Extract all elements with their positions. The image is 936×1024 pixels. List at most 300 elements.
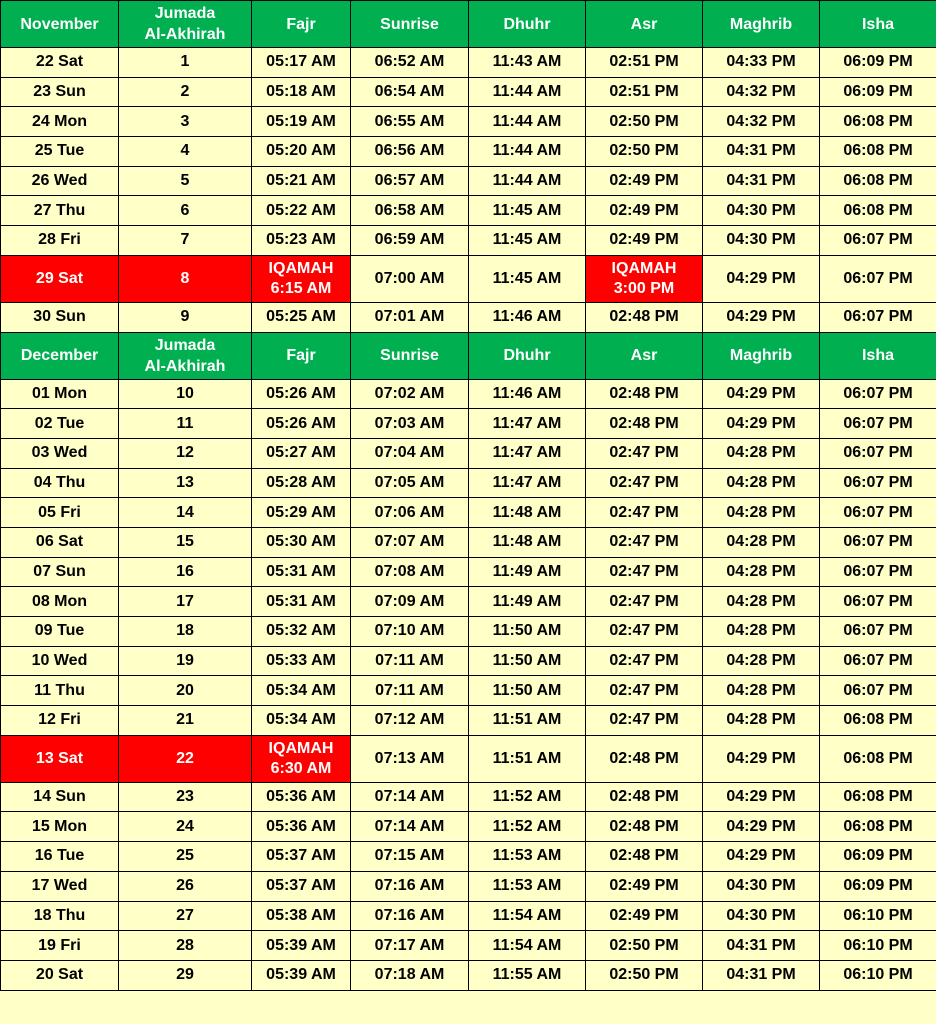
isha-cell-text: 06:10 PM bbox=[843, 936, 913, 954]
date-cell bbox=[1, 871, 119, 901]
maghrib-cell bbox=[703, 842, 820, 872]
hijri-cell bbox=[119, 842, 252, 872]
sunrise-cell-text: 07:17 AM bbox=[374, 936, 445, 954]
date-cell bbox=[1, 107, 119, 137]
asr-cell bbox=[586, 706, 703, 736]
dhuhr-cell bbox=[469, 960, 586, 990]
hijri-cell bbox=[119, 438, 252, 468]
date-cell-text: 13 Sat bbox=[35, 749, 84, 767]
dhuhr-cell-text: 11:47 AM bbox=[492, 444, 562, 462]
sunrise-cell-text: 07:01 AM bbox=[374, 308, 445, 326]
sunrise-cell-text: 07:03 AM bbox=[374, 414, 445, 432]
asr-header-label: Asr bbox=[630, 347, 658, 364]
fajr-cell bbox=[252, 196, 351, 226]
maghrib-cell bbox=[703, 676, 820, 706]
asr-cell-text: 02:47 PM bbox=[609, 652, 679, 670]
hijri-cell bbox=[119, 646, 252, 676]
sunrise-cell-text: 06:59 AM bbox=[374, 231, 445, 249]
fajr-cell bbox=[252, 901, 351, 931]
sunrise-cell-text: 07:11 AM bbox=[375, 652, 444, 670]
table-row bbox=[1, 196, 936, 226]
maghrib-cell-text: 04:28 PM bbox=[726, 622, 796, 640]
date-cell-text: 08 Mon bbox=[31, 592, 88, 610]
date-cell-text: 26 Wed bbox=[31, 172, 88, 190]
dhuhr-cell-text: 11:54 AM bbox=[492, 906, 562, 924]
sunrise-header bbox=[351, 1, 469, 48]
isha-cell-text: 06:08 PM bbox=[843, 112, 913, 130]
asr-cell-text: 02:48 PM bbox=[609, 847, 679, 865]
asr-cell bbox=[586, 646, 703, 676]
date-cell-text: 06 Sat bbox=[35, 533, 84, 551]
dhuhr-cell bbox=[469, 842, 586, 872]
isha-cell-text: 06:07 PM bbox=[843, 592, 913, 610]
sunrise-header-label: Sunrise bbox=[380, 15, 439, 33]
dhuhr-cell bbox=[469, 255, 586, 302]
date-cell bbox=[1, 676, 119, 706]
dhuhr-cell bbox=[469, 782, 586, 812]
isha-cell-text: 06:08 PM bbox=[843, 788, 913, 806]
asr-cell-text: 02:49 PM bbox=[609, 172, 679, 190]
dhuhr-cell bbox=[469, 166, 586, 196]
isha-cell-text: 06:07 PM bbox=[843, 269, 913, 287]
table-row bbox=[1, 166, 936, 196]
sunrise-cell bbox=[351, 107, 469, 137]
asr-cell-text: 02:47 PM bbox=[609, 562, 679, 580]
table-row bbox=[1, 901, 936, 931]
fajr-cell bbox=[252, 782, 351, 812]
maghrib-cell bbox=[703, 587, 820, 617]
asr-cell bbox=[586, 735, 703, 782]
table-row bbox=[1, 960, 936, 990]
sunrise-header bbox=[351, 332, 469, 379]
sunrise-cell-text: 06:58 AM bbox=[374, 201, 445, 219]
asr-cell-text: 02:47 PM bbox=[609, 681, 679, 699]
date-cell-text: 22 Sat bbox=[35, 53, 84, 71]
isha-cell-text: 06:07 PM bbox=[843, 384, 913, 402]
maghrib-cell-text: 04:30 PM bbox=[726, 201, 796, 219]
sunrise-cell bbox=[351, 196, 469, 226]
sunrise-cell bbox=[351, 735, 469, 782]
table-row bbox=[1, 842, 936, 872]
dhuhr-cell-text: 11:44 AM bbox=[492, 112, 562, 130]
isha-cell bbox=[820, 617, 936, 647]
date-cell-text: 02 Tue bbox=[34, 414, 85, 432]
isha-header bbox=[820, 332, 936, 379]
table-row bbox=[1, 77, 936, 107]
fajr-cell bbox=[252, 379, 351, 409]
maghrib-cell bbox=[703, 107, 820, 137]
maghrib-cell-text: 04:31 PM bbox=[726, 142, 796, 160]
date-cell-text: 04 Thu bbox=[33, 473, 86, 491]
hijri-cell-text: 3 bbox=[180, 112, 190, 130]
dhuhr-cell bbox=[469, 196, 586, 226]
hijri-cell bbox=[119, 107, 252, 137]
maghrib-cell bbox=[703, 166, 820, 196]
sunrise-cell-text: 06:52 AM bbox=[374, 53, 445, 71]
isha-cell-text: 06:08 PM bbox=[843, 201, 913, 219]
isha-cell-text: 06:07 PM bbox=[843, 681, 913, 699]
asr-cell bbox=[586, 617, 703, 647]
sunrise-cell bbox=[351, 871, 469, 901]
date-cell-text: 10 Wed bbox=[31, 652, 88, 670]
fajr-cell bbox=[252, 226, 351, 256]
maghrib-cell bbox=[703, 931, 820, 961]
hijri-cell bbox=[119, 166, 252, 196]
sunrise-cell bbox=[351, 137, 469, 167]
dhuhr-cell bbox=[469, 137, 586, 167]
maghrib-cell-text: 04:28 PM bbox=[726, 503, 796, 521]
table-row bbox=[1, 409, 936, 439]
dhuhr-header-label: Dhuhr bbox=[503, 15, 551, 33]
fajr-cell-text: 05:31 AM bbox=[266, 562, 336, 580]
fajr-cell bbox=[252, 960, 351, 990]
isha-cell bbox=[820, 226, 936, 256]
dhuhr-cell-text: 11:52 AM bbox=[492, 788, 562, 806]
asr-cell bbox=[586, 137, 703, 167]
date-cell-text: 17 Wed bbox=[31, 877, 88, 895]
dhuhr-cell-text: 11:54 AM bbox=[492, 936, 562, 954]
date-cell bbox=[1, 302, 119, 332]
hijri-cell-text: 14 bbox=[176, 503, 194, 521]
table-row bbox=[1, 137, 936, 167]
dhuhr-cell bbox=[469, 527, 586, 557]
dhuhr-header bbox=[469, 332, 586, 379]
sunrise-cell-text: 07:14 AM bbox=[374, 788, 445, 806]
hijri-cell-text: 7 bbox=[180, 231, 190, 249]
sunrise-cell-text: 07:02 AM bbox=[374, 384, 445, 402]
asr-header bbox=[586, 1, 703, 48]
isha-cell bbox=[820, 871, 936, 901]
table-row bbox=[1, 438, 936, 468]
maghrib-cell-text: 04:29 PM bbox=[726, 749, 796, 767]
maghrib-cell-text: 04:29 PM bbox=[726, 384, 796, 402]
table-row bbox=[1, 498, 936, 528]
date-cell bbox=[1, 557, 119, 587]
isha-cell bbox=[820, 735, 936, 782]
maghrib-cell-text: 04:28 PM bbox=[726, 592, 796, 610]
fajr-cell-text: 05:20 AM bbox=[266, 142, 336, 160]
sunrise-cell-text: 07:12 AM bbox=[374, 711, 445, 729]
date-cell-text: 09 Tue bbox=[34, 622, 85, 640]
sunrise-cell-text: 07:00 AM bbox=[374, 269, 445, 287]
maghrib-cell bbox=[703, 226, 820, 256]
dhuhr-cell-text: 11:55 AM bbox=[492, 966, 562, 984]
asr-cell bbox=[586, 438, 703, 468]
maghrib-cell-text: 04:28 PM bbox=[726, 681, 796, 699]
asr-cell bbox=[586, 77, 703, 107]
fajr-cell-text: 05:36 AM bbox=[266, 788, 336, 806]
dhuhr-cell bbox=[469, 706, 586, 736]
asr-cell bbox=[586, 379, 703, 409]
date-cell-text: 07 Sun bbox=[33, 562, 86, 580]
maghrib-cell bbox=[703, 617, 820, 647]
date-cell bbox=[1, 527, 119, 557]
isha-cell bbox=[820, 676, 936, 706]
maghrib-cell bbox=[703, 498, 820, 528]
fajr-cell bbox=[252, 557, 351, 587]
hijri-cell-text: 27 bbox=[176, 906, 194, 924]
hijri-cell-text: 8 bbox=[180, 269, 190, 287]
hijri-cell-text: 15 bbox=[176, 533, 194, 551]
dhuhr-cell-text: 11:50 AM bbox=[492, 622, 562, 640]
dhuhr-cell bbox=[469, 617, 586, 647]
isha-cell-text: 06:07 PM bbox=[843, 652, 913, 670]
sunrise-cell bbox=[351, 842, 469, 872]
maghrib-cell-text: 04:31 PM bbox=[726, 966, 796, 984]
isha-header-label: Isha bbox=[861, 347, 894, 364]
maghrib-cell-text: 04:28 PM bbox=[726, 711, 796, 729]
asr-cell bbox=[586, 557, 703, 587]
date-cell-text: 14 Sun bbox=[33, 788, 86, 806]
maghrib-cell bbox=[703, 557, 820, 587]
sunrise-cell bbox=[351, 617, 469, 647]
isha-cell bbox=[820, 960, 936, 990]
dhuhr-cell-text: 11:45 AM bbox=[492, 269, 562, 287]
isha-cell-text: 06:10 PM bbox=[843, 906, 913, 924]
maghrib-cell bbox=[703, 438, 820, 468]
date-cell-text: 28 Fri bbox=[38, 231, 81, 249]
fajr-cell-text: 05:31 AM bbox=[266, 592, 336, 610]
dhuhr-cell bbox=[469, 226, 586, 256]
hijri-cell bbox=[119, 960, 252, 990]
maghrib-cell-text: 04:28 PM bbox=[726, 533, 796, 551]
isha-cell bbox=[820, 409, 936, 439]
asr-cell-text: 02:47 PM bbox=[609, 711, 679, 729]
asr-cell bbox=[586, 166, 703, 196]
dhuhr-cell-text: 11:47 AM bbox=[492, 473, 562, 491]
maghrib-cell bbox=[703, 379, 820, 409]
fajr-cell-text: 05:23 AM bbox=[266, 231, 336, 249]
fajr-cell-text: 05:38 AM bbox=[266, 906, 336, 924]
date-cell bbox=[1, 468, 119, 498]
hijri-cell bbox=[119, 196, 252, 226]
fajr-cell-text: 05:37 AM bbox=[266, 877, 336, 895]
maghrib-cell-text: 04:28 PM bbox=[726, 652, 796, 670]
dhuhr-cell-text: 11:52 AM bbox=[492, 817, 562, 835]
asr-cell-text: 02:47 PM bbox=[609, 473, 679, 491]
date-cell bbox=[1, 77, 119, 107]
maghrib-cell-text: 04:33 PM bbox=[726, 53, 796, 71]
maghrib-cell bbox=[703, 646, 820, 676]
isha-cell bbox=[820, 302, 936, 332]
sunrise-cell bbox=[351, 302, 469, 332]
fajr-cell-text: IQAMAH 6:30 AM bbox=[268, 739, 334, 777]
isha-cell bbox=[820, 931, 936, 961]
table-row bbox=[1, 527, 936, 557]
fajr-cell bbox=[252, 676, 351, 706]
isha-header-label: Isha bbox=[861, 15, 894, 33]
maghrib-cell bbox=[703, 137, 820, 167]
isha-cell-text: 06:09 PM bbox=[843, 53, 913, 71]
date-cell-text: 27 Thu bbox=[33, 201, 86, 219]
isha-cell-text: 06:07 PM bbox=[843, 231, 913, 249]
hijri-cell bbox=[119, 137, 252, 167]
isha-cell-text: 06:08 PM bbox=[843, 749, 913, 767]
isha-cell-text: 06:07 PM bbox=[843, 533, 913, 551]
date-cell bbox=[1, 196, 119, 226]
dhuhr-cell-text: 11:50 AM bbox=[492, 652, 562, 670]
asr-cell-text: 02:50 PM bbox=[609, 112, 679, 130]
table-row bbox=[1, 379, 936, 409]
sunrise-cell bbox=[351, 77, 469, 107]
maghrib-cell-text: 04:28 PM bbox=[726, 473, 796, 491]
date-cell-text: 29 Sat bbox=[35, 269, 84, 287]
fajr-cell bbox=[252, 409, 351, 439]
dhuhr-cell bbox=[469, 77, 586, 107]
table-row bbox=[1, 587, 936, 617]
isha-cell bbox=[820, 77, 936, 107]
isha-cell bbox=[820, 842, 936, 872]
isha-cell bbox=[820, 468, 936, 498]
sunrise-cell-text: 06:55 AM bbox=[374, 112, 445, 130]
date-cell bbox=[1, 931, 119, 961]
dhuhr-cell-text: 11:47 AM bbox=[492, 414, 562, 432]
dhuhr-cell bbox=[469, 646, 586, 676]
asr-cell bbox=[586, 587, 703, 617]
fajr-cell bbox=[252, 468, 351, 498]
isha-cell-text: 06:08 PM bbox=[843, 817, 913, 835]
isha-cell-text: 06:07 PM bbox=[843, 622, 913, 640]
hijri-cell-text: 10 bbox=[176, 384, 194, 402]
month-header-label: November bbox=[20, 15, 99, 33]
asr-cell-text: 02:48 PM bbox=[609, 308, 679, 326]
isha-cell-text: 06:07 PM bbox=[843, 414, 913, 432]
date-cell-text: 11 Thu bbox=[34, 681, 85, 699]
hijri-cell-text: 23 bbox=[176, 788, 194, 806]
hijri-cell bbox=[119, 901, 252, 931]
fajr-cell-text: 05:34 AM bbox=[266, 681, 336, 699]
date-cell bbox=[1, 960, 119, 990]
isha-cell bbox=[820, 255, 936, 302]
fajr-cell-text: 05:37 AM bbox=[266, 847, 336, 865]
asr-header-label: Asr bbox=[630, 15, 658, 33]
fajr-cell-text: 05:22 AM bbox=[266, 201, 336, 219]
sunrise-cell bbox=[351, 468, 469, 498]
fajr-cell bbox=[252, 706, 351, 736]
fajr-cell bbox=[252, 931, 351, 961]
dhuhr-cell-text: 11:53 AM bbox=[492, 847, 562, 865]
maghrib-cell bbox=[703, 782, 820, 812]
isha-cell-text: 06:07 PM bbox=[843, 562, 913, 580]
sunrise-cell bbox=[351, 812, 469, 842]
fajr-cell-text: 05:19 AM bbox=[266, 112, 336, 130]
sunrise-cell bbox=[351, 48, 469, 78]
isha-cell bbox=[820, 107, 936, 137]
fajr-cell bbox=[252, 302, 351, 332]
date-cell bbox=[1, 617, 119, 647]
asr-cell bbox=[586, 960, 703, 990]
fajr-cell-text: 05:25 AM bbox=[266, 308, 336, 326]
date-cell-text: 25 Tue bbox=[34, 142, 85, 160]
maghrib-cell-text: 04:28 PM bbox=[726, 444, 796, 462]
date-cell bbox=[1, 438, 119, 468]
dhuhr-cell-text: 11:48 AM bbox=[492, 503, 562, 521]
dhuhr-cell-text: 11:43 AM bbox=[492, 53, 562, 71]
date-cell-text: 19 Fri bbox=[38, 936, 81, 954]
maghrib-cell-text: 04:28 PM bbox=[726, 562, 796, 580]
fajr-cell-text: 05:39 AM bbox=[266, 966, 336, 984]
asr-cell bbox=[586, 498, 703, 528]
hijri-cell bbox=[119, 871, 252, 901]
fajr-header bbox=[252, 332, 351, 379]
isha-cell bbox=[820, 438, 936, 468]
hijri-month-header bbox=[119, 1, 252, 48]
isha-cell-text: 06:07 PM bbox=[843, 444, 913, 462]
dhuhr-cell-text: 11:49 AM bbox=[492, 562, 562, 580]
hijri-cell bbox=[119, 468, 252, 498]
asr-cell bbox=[586, 468, 703, 498]
hijri-cell bbox=[119, 226, 252, 256]
isha-cell bbox=[820, 196, 936, 226]
isha-cell bbox=[820, 527, 936, 557]
isha-cell bbox=[820, 379, 936, 409]
maghrib-cell-text: 04:30 PM bbox=[726, 906, 796, 924]
hijri-cell-text: 24 bbox=[176, 817, 194, 835]
fajr-cell-text: 05:28 AM bbox=[266, 473, 336, 491]
date-cell-text: 15 Mon bbox=[31, 817, 88, 835]
maghrib-cell bbox=[703, 735, 820, 782]
asr-cell bbox=[586, 48, 703, 78]
hijri-month-header-label: Jumada Al-Akhirah bbox=[144, 336, 226, 375]
hijri-cell-text: 16 bbox=[176, 562, 194, 580]
isha-cell-text: 06:09 PM bbox=[843, 877, 913, 895]
sunrise-cell bbox=[351, 498, 469, 528]
table-row bbox=[1, 812, 936, 842]
dhuhr-header bbox=[469, 1, 586, 48]
hijri-cell-text: 1 bbox=[180, 53, 190, 71]
sunrise-cell-text: 06:54 AM bbox=[374, 83, 445, 101]
asr-cell-text: 02:48 PM bbox=[609, 384, 679, 402]
hijri-cell bbox=[119, 812, 252, 842]
dhuhr-header-label: Dhuhr bbox=[503, 347, 551, 364]
isha-cell-text: 06:09 PM bbox=[843, 83, 913, 101]
asr-cell-text: 02:47 PM bbox=[609, 533, 679, 551]
maghrib-cell bbox=[703, 255, 820, 302]
asr-cell-text: 02:47 PM bbox=[609, 622, 679, 640]
date-cell bbox=[1, 255, 119, 302]
sunrise-cell-text: 07:04 AM bbox=[374, 444, 445, 462]
asr-cell-text: 02:49 PM bbox=[609, 201, 679, 219]
asr-cell-text: 02:47 PM bbox=[609, 592, 679, 610]
maghrib-cell bbox=[703, 527, 820, 557]
isha-cell bbox=[820, 48, 936, 78]
dhuhr-cell bbox=[469, 587, 586, 617]
sunrise-cell-text: 07:06 AM bbox=[374, 503, 445, 521]
dhuhr-cell-text: 11:44 AM bbox=[492, 142, 562, 160]
date-cell bbox=[1, 646, 119, 676]
dhuhr-cell-text: 11:50 AM bbox=[492, 681, 562, 699]
asr-cell-text: 02:50 PM bbox=[609, 142, 679, 160]
sunrise-cell bbox=[351, 438, 469, 468]
asr-cell bbox=[586, 812, 703, 842]
date-cell bbox=[1, 48, 119, 78]
sunrise-cell-text: 06:56 AM bbox=[374, 142, 445, 160]
hijri-cell bbox=[119, 617, 252, 647]
dhuhr-cell-text: 11:48 AM bbox=[492, 533, 562, 551]
sunrise-cell-text: 07:14 AM bbox=[374, 817, 445, 835]
fajr-cell bbox=[252, 735, 351, 782]
maghrib-cell bbox=[703, 706, 820, 736]
maghrib-cell-text: 04:29 PM bbox=[726, 308, 796, 326]
hijri-cell bbox=[119, 931, 252, 961]
maghrib-header bbox=[703, 1, 820, 48]
dhuhr-cell bbox=[469, 812, 586, 842]
hijri-cell bbox=[119, 409, 252, 439]
sunrise-cell-text: 07:13 AM bbox=[374, 749, 445, 767]
hijri-cell bbox=[119, 557, 252, 587]
dhuhr-cell bbox=[469, 409, 586, 439]
date-cell bbox=[1, 409, 119, 439]
